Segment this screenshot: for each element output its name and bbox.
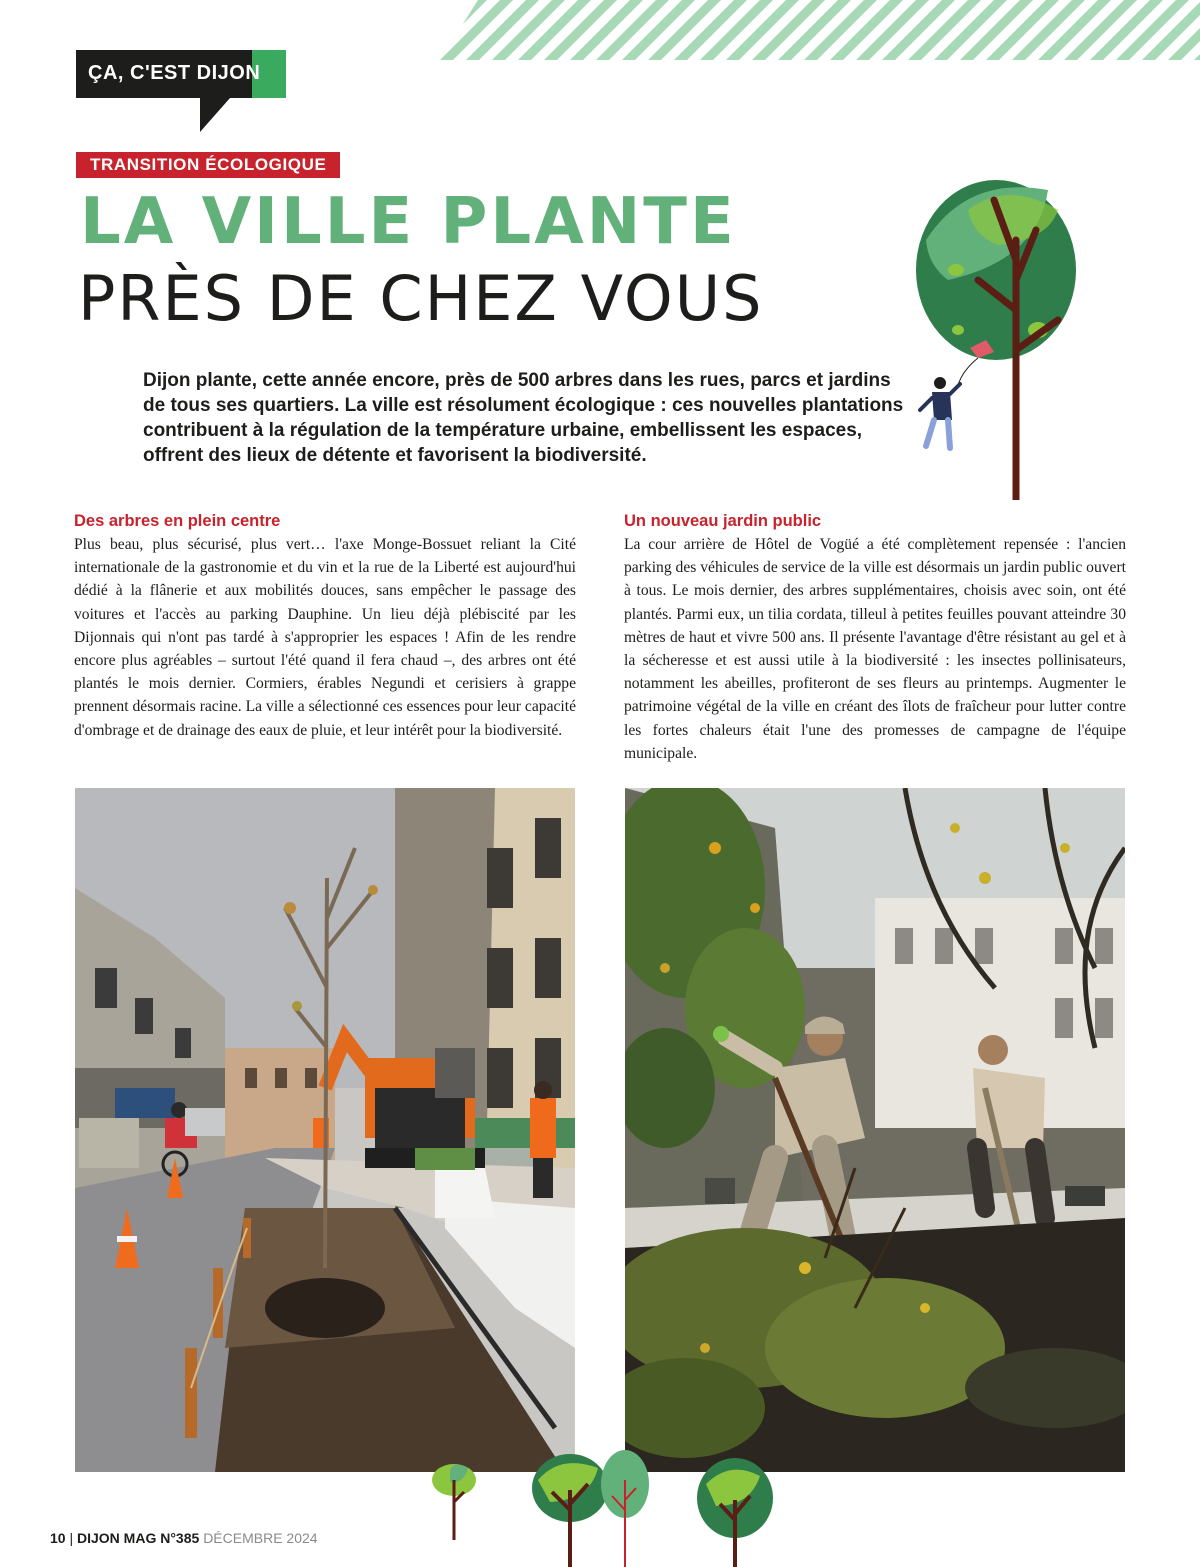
page-number: 10 [50, 1530, 66, 1546]
decorative-stripes [440, 0, 1200, 60]
article-column-right [624, 512, 1126, 765]
garden-scene-image [625, 788, 1125, 1472]
headline-line-2: PRÈS DE CHEZ VOUS [78, 262, 764, 335]
article-body: La cour arrière de Hôtel de Vogüé a été complètement repensée : l'ancien parking des véhicules de service de la ville est désormais un jardin public ouvert à tous. Le mois dernier, des arbres supplémentaires, choisis avec soin, ont été plantés. Parmi eux, un tilia cordata, tilleul à petites feuilles pouvant atteindre 30 mètres de haut et vivre 500 ans. Il présente l'avantage d'être résistant au gel et à la sécheresse et est aussi utile à la biodiversité : les insectes pollinisateurs, notamment les abeilles, profiteront de ses fleurs au printemps. Augmenter le patrimoine végétal de la ville en créant des îlots de fraîcheur pour lutter contre les fortes chaleurs était l'une des promesses de campagne de l'équipe municipale. [624, 536, 1126, 762]
headline-line-1: LA VILLE PLANTE [80, 185, 737, 259]
article-column-left [74, 512, 576, 742]
page-footer [50, 1530, 318, 1546]
article-heading: Des arbres en plein centre [74, 512, 281, 530]
street-scene-image [75, 788, 575, 1472]
footer-separator: | [69, 1530, 74, 1546]
article-heading: Un nouveau jardin public [624, 512, 822, 530]
photo-street-planting [75, 788, 575, 1472]
category-label: TRANSITION ÉCOLOGIQUE [76, 152, 340, 178]
magazine-issue: DIJON MAG N°385 [77, 1530, 200, 1546]
article-body: Plus beau, plus sécurisé, plus vert… l'axe Monge-Bossuet reliant la Cité internationale de la gastronomie et du vin et la rue de la Liberté est aujourd'hui dédié à la flânerie et aux mobilités douces, sans empêcher le passage des voitures et l'accès au parking Dauphine. Un lieu déjà plébiscité par les Dijonnais qui n'ont pas tardé à s'approprier les espaces ! Afin de les rendre encore plus agréables – surtout l'été quand il fera chaud –, des arbres ont été plantés le mois dernier. Cormiers, érables Negundi et cerisiers à grappe prennent désormais racine. La ville a sélectionné ces essences pour leur capacité d'ombrage et de drainage des eaux de pluie, et leur intérêt pour la biodiversité. [74, 536, 576, 739]
issue-date: DÉCEMBRE 2024 [203, 1530, 318, 1546]
tree-kite-illustration [908, 170, 1088, 500]
section-tag [76, 50, 286, 98]
decorative-trees [420, 1440, 780, 1567]
section-label: ÇA, C'EST DIJON [88, 62, 261, 84]
intro-paragraph: Dijon plante, cette année encore, près de 500 arbres dans les rues, parcs et jardins de tous ses quartiers. La ville est résolument écologique : ces nouvelles plantations contribuent à la régulation de la température urbaine, embellissent les espaces, offrent des lieux de détente et favorisent la biodiversité. [143, 370, 904, 466]
photo-garden-planting [625, 788, 1125, 1472]
